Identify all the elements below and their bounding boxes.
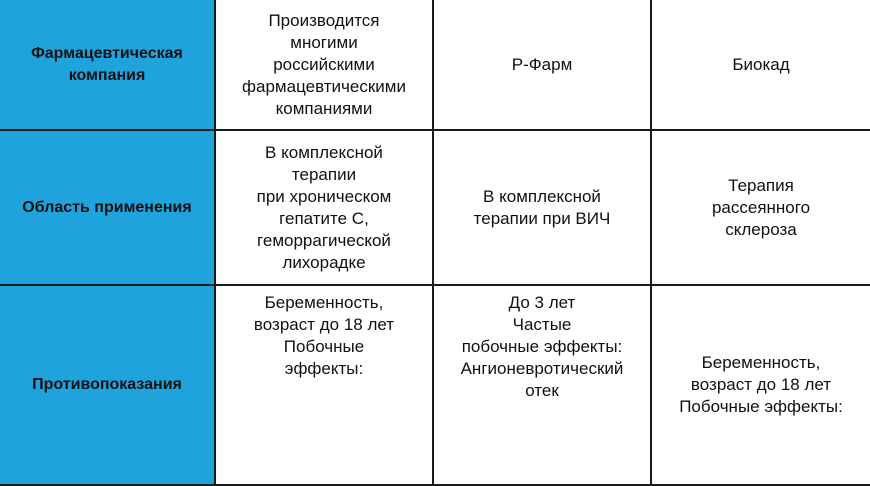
row-header-application: Область применения: [0, 131, 216, 286]
cell-application-col1: В комплексной терапии при хроническом гепатите С, геморрагической лихорадке: [216, 131, 434, 286]
cell-contraindications-col1: Беременность, возраст до 18 лет Побочные эффекты:: [216, 286, 434, 486]
cell-company-col2: Р-Фарм: [434, 0, 652, 131]
cell-contraindications-col3: Беременность, возраст до 18 лет Побочные эффекты:: [652, 286, 870, 486]
row-header-contraindications: Противопоказания: [0, 286, 216, 486]
cell-company-col1: Производится многими российскими фармацевтическими компаниями: [216, 0, 434, 131]
row-header-company: Фармацевтическая компания: [0, 0, 216, 131]
cell-application-col3: Терапия рассеянного склероза: [652, 131, 870, 286]
cell-contraindications-col2: До 3 лет Частые побочные эффекты: Ангионевротический отек: [434, 286, 652, 486]
cell-company-col3: Биокад: [652, 0, 870, 131]
cell-application-col2: В комплексной терапии при ВИЧ: [434, 131, 652, 286]
